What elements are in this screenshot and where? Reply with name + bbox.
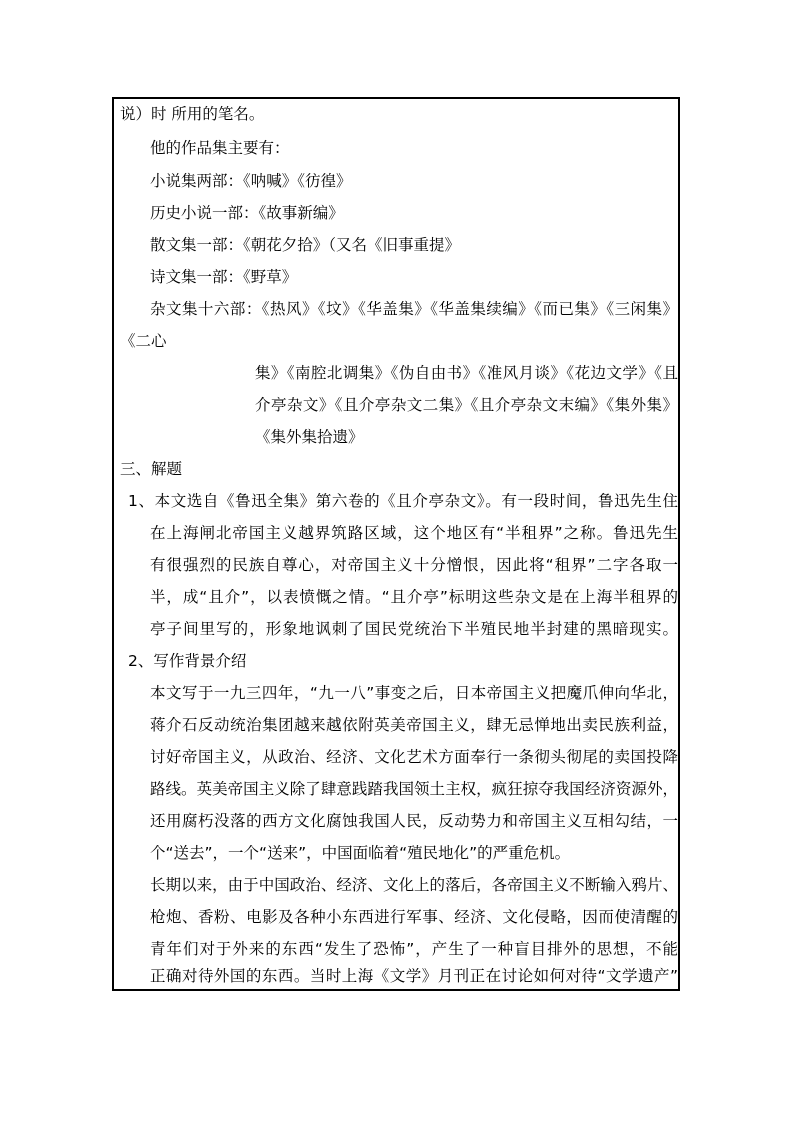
text-line: 长期以来，由于中国政治、经济、文化上的落后，各帝国主义不断输入鸦片、: [150, 876, 678, 894]
text-line: 有很强烈的民族自尊心，对帝国主义十分憎恨，因此将“租界”二字各取一: [150, 556, 678, 574]
text-line: 正确对待外国的东西。当时上海《文学》月刊正在讨论如何对待“文学遗产”: [150, 967, 678, 985]
section-heading: 2、写作背景介绍: [128, 652, 247, 670]
text-line: 他的作品集主要有：: [150, 139, 290, 157]
section-heading: 三、解题: [120, 460, 183, 478]
text-line: 亭子间里写的，形象地讽刺了国民党统治下半殖民地半封建的黑暗现实。: [150, 620, 678, 638]
text-line: 半，成“且介”，以表愤慨之情。“且介亭”标明这些杂文是在上海半租界的: [150, 588, 678, 606]
text-line: 小说集两部：《呐喊》《彷徨》: [150, 172, 352, 190]
text-line: 历史小说一部：《故事新编》: [150, 204, 344, 222]
text-line: 个“送去”，一个“送来”，中国面临着“殖民地化”的严重危机。: [150, 844, 571, 862]
text-line: 青年们对于外来的东西“发生了恐怖”，产生了一种盲目排外的思想，不能: [150, 940, 678, 958]
text-line: 介亭杂文》《且介亭杂文二集》《且介亭杂文末编》《集外集》: [255, 396, 678, 414]
text-line: 在上海闸北帝国主义越界筑路区域，这个地区有“半租界”之称。鲁迅先生: [150, 524, 678, 542]
text-line: 杂文集十六部：《热风》《坟》《华盖集》《华盖集续编》《而已集》《三闲集》: [150, 300, 678, 318]
text-line: 诗文集一部：《野草》: [150, 268, 298, 286]
text-line: 散文集一部：《朝花夕拾》（又名《旧事重提》: [150, 236, 461, 254]
text-line: 本文写于一九三四年，“九一八”事变之后，日本帝国主义把魔爪伸向华北，: [150, 684, 678, 702]
text-line: 枪炮、香粉、电影及各种小东西进行军事、经济、文化侵略，因而使清醒的: [150, 908, 678, 926]
text-line: 说）时 所用的笔名。: [120, 105, 265, 123]
text-line: 讨好帝国主义，从政治、经济、文化艺术方面奉行一条彻头彻尾的卖国投降: [150, 748, 678, 766]
text-line: 路线。英美帝国主义除了肆意践踏我国领土主权，疯狂掠夺我国经济资源外，: [150, 780, 678, 798]
text-line: 蒋介石反动统治集团越来越依附英美帝国主义，肆无忌惮地出卖民族利益，: [150, 716, 678, 734]
text-line: 《二心: [120, 332, 167, 350]
text-line: 1、本文选自《鲁迅全集》第六卷的《且介亭杂文》。有一段时间，鲁迅先生住: [128, 492, 678, 510]
text-line: 还用腐朽没落的西方文化腐蚀我国人民，反动势力和帝国主义互相勾结，一: [150, 812, 678, 830]
text-line: 集》《南腔北调集》《伪自由书》《准风月谈》《花边文学》《且: [255, 364, 678, 382]
text-line: 《集外集拾遗》: [255, 428, 364, 446]
